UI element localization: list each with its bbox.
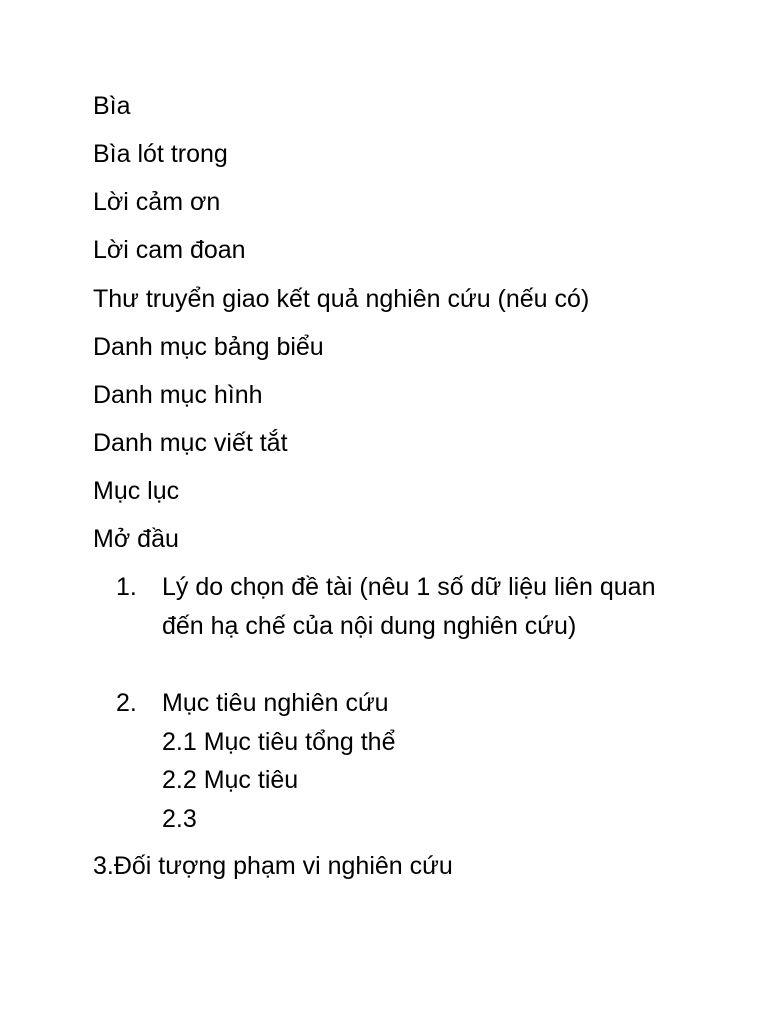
heading-danh-muc-hinh: Danh mục hình xyxy=(93,381,263,409)
heading-bia: Bìa xyxy=(93,92,131,120)
heading-loi-cam-on: Lời cảm ơn xyxy=(93,188,221,216)
heading-thu-truyen-giao: Thư truyển giao kết quả nghiên cứu (nếu có) xyxy=(93,285,590,313)
heading-bia-lot-trong: Bìa lót trong xyxy=(93,140,228,168)
heading-danh-muc-viet-tat: Danh mục viết tắt xyxy=(93,429,288,457)
heading-mo-dau: Mở đầu xyxy=(93,525,179,553)
list-item-1-text: Lý do chọn đề tài (nêu 1 số dữ liệu liên quan đến hạ chế của nội dung nghiên cứu) xyxy=(162,573,656,640)
list-item-2-number: 2. xyxy=(116,689,137,717)
heading-muc-luc: Mục lục xyxy=(93,477,180,505)
list-item-2-text: Mục tiêu nghiên cứu xyxy=(162,689,389,717)
sublist-item-2-2: 2.2 Mục tiêu xyxy=(162,766,299,794)
list-item-1-number: 1. xyxy=(116,573,137,601)
heading-doi-tuong: 3.Đối tượng phạm vi nghiên cứu xyxy=(93,852,453,880)
heading-loi-cam-doan: Lời cam đoan xyxy=(93,236,246,264)
sublist-item-2-3: 2.3 xyxy=(162,805,197,833)
heading-danh-muc-bang-bieu: Danh mục bảng biểu xyxy=(93,333,324,361)
sublist-item-2-1: 2.1 Mục tiêu tổng thể xyxy=(162,728,396,756)
